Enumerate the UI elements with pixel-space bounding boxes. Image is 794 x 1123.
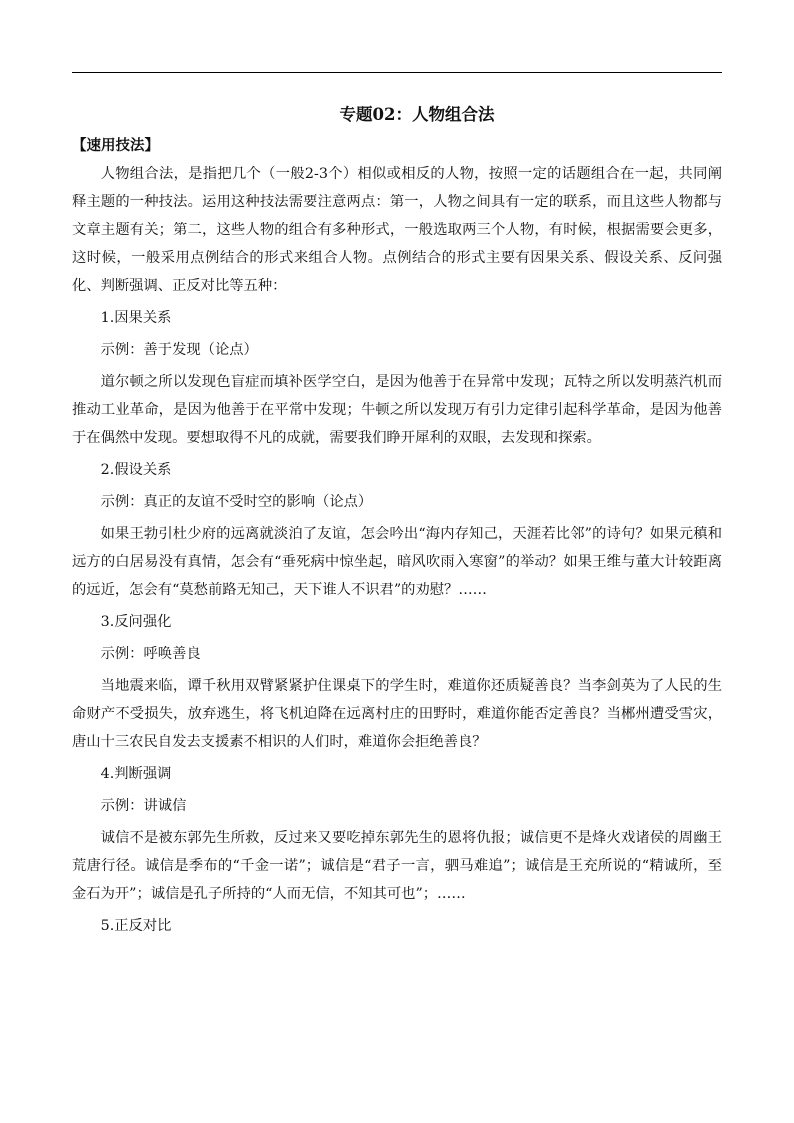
section-label: 【速用技法】: [72, 137, 159, 154]
heading-hypothesis: 2.假设关系: [100, 462, 172, 478]
body-hypothesis: 如果王勃引杜少府的远离就淡泊了友谊，怎会吟出“海内存知己，天涯若比邻”的诗句？如果元稹和远方的白居易没有真情，怎会有“垂死病中惊坐起，暗风吹雨入寒窗”的举动？如果王维与董大计较距离的远近，怎会有“莫愁前路无知己，天下谁人不识君”的劝慰？……: [72, 526, 722, 598]
intro-paragraph: 人物组合法，是指把几个（一般2-3个）相似或相反的人物，按照一定的话题组合在一起，共同阐释主题的一种技法。运用这种技法需要注意两点：第一，人物之间具有一定的联系，而且这些人物都与文章主题有关；第二，这些人物的组合有多种形式，一般选取两三个人物，有时候，根据需要会更多，这时候，一般采用点例结合的形式来组合人物。点例结合的形式主要有因果关系、假设关系、反问强化、判断强调、正反对比等五种：: [72, 166, 722, 294]
header-rule: [72, 72, 722, 73]
example-label-judgment: 示例：讲诚信: [100, 798, 187, 814]
body-rhetorical: 当地震来临，谭千秋用双臂紧紧护住课桌下的学生时，难道你还质疑善良？当李剑英为了人民的生命财产不受损失，放弃逃生，将飞机迫降在远离村庄的田野时，难道你能否定善良？当郴州遭受雪灾，唐山十三农民自发去支援素不相识的人们时，难道你会拒绝善良？: [72, 678, 722, 750]
body-judgment: 诚信不是被东郭先生所救，反过来又要吃掉东郭先生的恩将仇报；诚信更不是烽火戏诸侯的周幽王荒唐行径。诚信是季布的“千金一诺”；诚信是“君子一言，驷马难追”；诚信是王充所说的“精诚所，至金石为开”；诚信是孔子所持的“人而无信，不知其可也”；……: [72, 830, 722, 902]
document-title: 专题02：人物组合法: [339, 105, 495, 124]
heading-judgment: 4.判断强调: [100, 766, 172, 782]
heading-contrast: 5.正反对比: [100, 918, 172, 934]
body-causal: 道尔顿之所以发现色盲症而填补医学空白，是因为他善于在异常中发现；瓦特之所以发明蒸汽机而推动工业革命，是因为他善于在平常中发现；牛顿之所以发现万有引力定律引起科学革命，是因为他善于在偶然中发现。要想取得不凡的成就，需要我们睁开犀利的双眼，去发现和探索。: [72, 374, 722, 446]
example-label-causal: 示例：善于发现（论点）: [100, 342, 258, 358]
example-label-rhetorical: 示例：呼唤善良: [100, 646, 201, 662]
heading-rhetorical: 3.反问强化: [100, 614, 172, 630]
heading-causal: 1.因果关系: [100, 310, 172, 326]
example-label-hypothesis: 示例：真正的友谊不受时空的影响（论点）: [100, 494, 373, 510]
document-body: [72, 100, 722, 940]
